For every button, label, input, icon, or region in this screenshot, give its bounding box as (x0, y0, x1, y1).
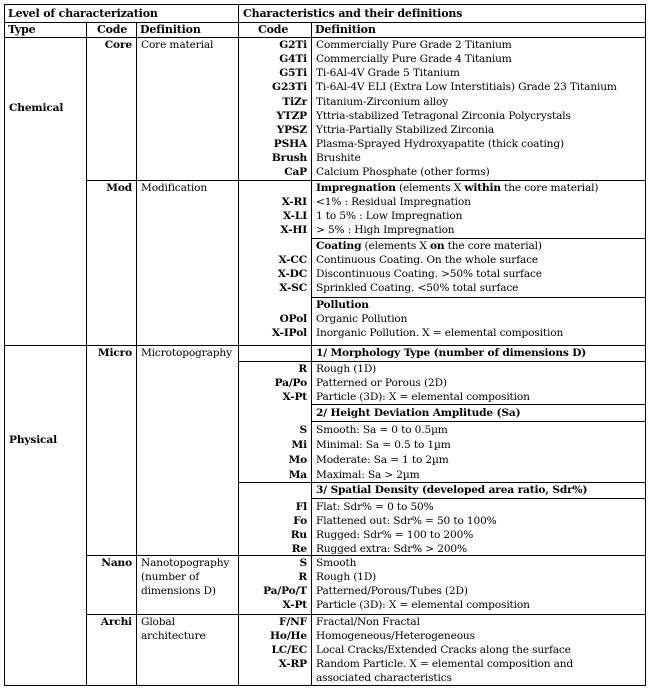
impreg-def-2: 1 to 5% : Low Impregnation (316, 210, 463, 222)
core-def-6: Yttria-stabilized Tetragonal Zirconia Polycrystals (316, 110, 571, 122)
header-level: Level of characterization (8, 7, 158, 20)
core-def-5: Titanium-Zirconium alloy (316, 96, 449, 108)
header-characteristics: Characteristics and their definitions (243, 7, 463, 20)
archi-def-4: Random Particle. X = elemental composition and (316, 658, 574, 670)
height-code-4: Ma (288, 469, 307, 481)
density-code-1: Fl (295, 501, 307, 513)
archi-code-4: X-RP (278, 658, 307, 670)
archi-def-1: Fractal/Non Fractal (316, 616, 420, 628)
archi-def-2: Homogeneous/Heterogeneous (316, 630, 475, 642)
pollution-def-1: Organic Pollution (316, 313, 408, 325)
morph-code-3: X-Pt (282, 391, 307, 403)
pollution-code-2: X-IPol (271, 327, 307, 339)
table-border-top (4, 4, 646, 5)
density-def-3: Rugged: Sdr% = 100 to 200% (316, 529, 474, 541)
characterization-table (4, 4, 646, 686)
density-def-1: Flat: Sdr% = 0 to 50% (316, 501, 434, 513)
coating-def-3: Sprinkled Coating. <50% total surface (316, 282, 519, 294)
core-code-1: G2Ti (279, 39, 307, 51)
archi-def-3: Local Cracks/Extended Cracks along the surface (316, 644, 571, 656)
impreg-code-2: X-LI (282, 210, 307, 222)
core-code-7: YPSZ (276, 124, 307, 136)
core-def-4: Ti-6Al-4V ELI (Extra Low Interstitials) Grade 23 Titanium (316, 81, 617, 93)
level-def-core: Core material (141, 39, 214, 51)
archi-code-3: LC/EC (271, 644, 307, 656)
pollution-code-1: OPol (279, 313, 307, 325)
core-def-2: Commercially Pure Grade 4 Titanium (316, 53, 512, 65)
nano-def-2: Rough (1D) (316, 571, 377, 583)
core-code-6: YTZP (276, 110, 307, 122)
micro-height-bottom (311, 421, 646, 422)
height-def-3: Moderate: Sa = 1 to 2µm (316, 454, 449, 466)
core-code-3: G5Ti (279, 67, 307, 79)
core-def-9: Brushite (316, 152, 361, 164)
density-def-4: Rugged extra: Sdr% > 200% (316, 543, 467, 555)
level-code-micro: Micro (97, 347, 132, 359)
density-def-2: Flattened out: Sdr% = 50 to 100% (316, 515, 497, 527)
height-def-4: Maximal: Sa > 2µm (316, 469, 420, 481)
level-code-archi: Archi (100, 616, 132, 628)
density-code-2: Fo (293, 515, 307, 527)
nano-def-1: Smooth (316, 557, 357, 569)
height-code-2: Mi (291, 439, 307, 451)
nano-code-1: S (299, 557, 307, 569)
header-code: Code (97, 23, 128, 36)
core-def-1: Commercially Pure Grade 2 Titanium (316, 39, 512, 51)
density-code-3: Ru (290, 529, 307, 541)
impreg-def-1: <1% : Residual Impregnation (316, 196, 471, 208)
nano-def-3: Patterned/Porous/Tubes (2D) (316, 585, 468, 597)
coating-def-1: Continuous Coating. On the whole surface (316, 254, 539, 266)
core-def-7: Yttria-Partially Stabilized Zirconia (316, 124, 495, 136)
pollution-title: Pollution (316, 299, 369, 311)
level-def-mod: Modification (141, 182, 207, 194)
height-def-1: Smooth: Sa = 0 to 0.5µm (316, 424, 448, 436)
coating-title: Coating (elements X on the core material) (316, 240, 542, 252)
coating-code-2: X-DC (277, 268, 307, 280)
coating-code-1: X-CC (278, 254, 307, 266)
morph-def-3: Particle (3D): X = elemental composition (316, 391, 530, 403)
level-def-nano-3: dimensions D) (141, 585, 216, 597)
micro-density-bottom (311, 498, 646, 499)
core-code-10: CaP (284, 166, 307, 178)
coating-def-2: Discontinuous Coating. >50% total surface (316, 268, 542, 280)
col-code2-divider (311, 22, 312, 686)
level-code-nano: Nano (101, 557, 132, 569)
pollution-def-2: Inorganic Pollution. X = elemental composition (316, 327, 564, 339)
level-code-core: Core (104, 39, 132, 51)
morph-def-2: Patterned or Porous (2D) (316, 377, 447, 389)
nano-def-4: Particle (3D): X = elemental composition (316, 599, 530, 611)
type-physical: Physical (9, 434, 57, 446)
height-code-1: S (299, 424, 307, 436)
header-definition: Definition (140, 23, 201, 36)
header-type: Type (8, 23, 36, 36)
archi-def-4-cont: associated characteristics (316, 672, 452, 684)
density-title: 3/ Spatial Density (developed area ratio, Sdr%) (316, 484, 588, 496)
impreg-def-3: > 5% : High Impregnation (316, 224, 455, 236)
archi-code-1: F/NF (279, 616, 307, 628)
core-code-5: TiZr (282, 96, 307, 108)
nano-code-3: Pa/Po/T (263, 585, 307, 597)
core-code-4: G23Ti (272, 81, 307, 93)
col-type-divider (86, 22, 87, 686)
core-code-2: G4Ti (279, 53, 307, 65)
density-code-4: Re (291, 543, 307, 555)
core-code-9: Brush (271, 152, 307, 164)
archi-code-2: Ho/He (270, 630, 307, 642)
level-def-archi-2: architecture (141, 630, 206, 642)
impregnation-title: Impregnation (elements X within the core material) (316, 182, 599, 194)
nano-archi-divider (86, 614, 646, 615)
col-level-divider (238, 4, 239, 686)
level-def-nano-1: Nanotopography (141, 557, 230, 569)
core-mod-divider (86, 180, 646, 181)
coating-code-3: X-SC (279, 282, 307, 294)
level-code-mod: Mod (106, 182, 132, 194)
core-def-3: Ti-6Al-4V Grade 5 Titanium (316, 67, 460, 79)
impreg-code-1: X-RI (281, 196, 307, 208)
core-code-8: PSHA (273, 138, 307, 150)
header-definition-2: Definition (315, 23, 376, 36)
col-code-divider (136, 22, 137, 686)
height-code-3: Mo (288, 454, 307, 466)
table-border-left (4, 4, 5, 686)
morphology-title: 1/ Morphology Type (number of dimensions D) (316, 347, 587, 359)
morph-code-1: R (298, 363, 307, 375)
height-title: 2/ Height Deviation Amplitude (Sa) (316, 407, 521, 419)
nano-code-2: R (298, 571, 307, 583)
micro-morph-bottom (311, 361, 646, 362)
mod-pollution-divider (311, 297, 646, 298)
mod-coating-divider (311, 238, 646, 239)
morph-def-1: Rough (1D) (316, 363, 377, 375)
table-border-right (645, 4, 646, 686)
height-def-2: Minimal: Sa = 0.5 to 1µm (316, 439, 451, 451)
header-bottom (4, 37, 646, 38)
micro-sep-1a (238, 361, 311, 362)
core-def-10: Calcium Phosphate (other forms) (316, 166, 490, 178)
level-def-micro: Microtopography (141, 347, 232, 359)
nano-code-4: X-Pt (282, 599, 307, 611)
impreg-code-3: X-HI (280, 224, 307, 236)
morph-code-2: Pa/Po (274, 377, 307, 389)
chemical-physical-divider (4, 345, 646, 346)
type-chemical: Chemical (9, 102, 64, 114)
core-def-8: Plasma-Sprayed Hydroxyapatite (thick coating) (316, 138, 564, 150)
header-code-2: Code (258, 23, 289, 36)
level-def-nano-2: (number of (141, 571, 200, 583)
level-def-archi-1: Global (141, 616, 175, 628)
